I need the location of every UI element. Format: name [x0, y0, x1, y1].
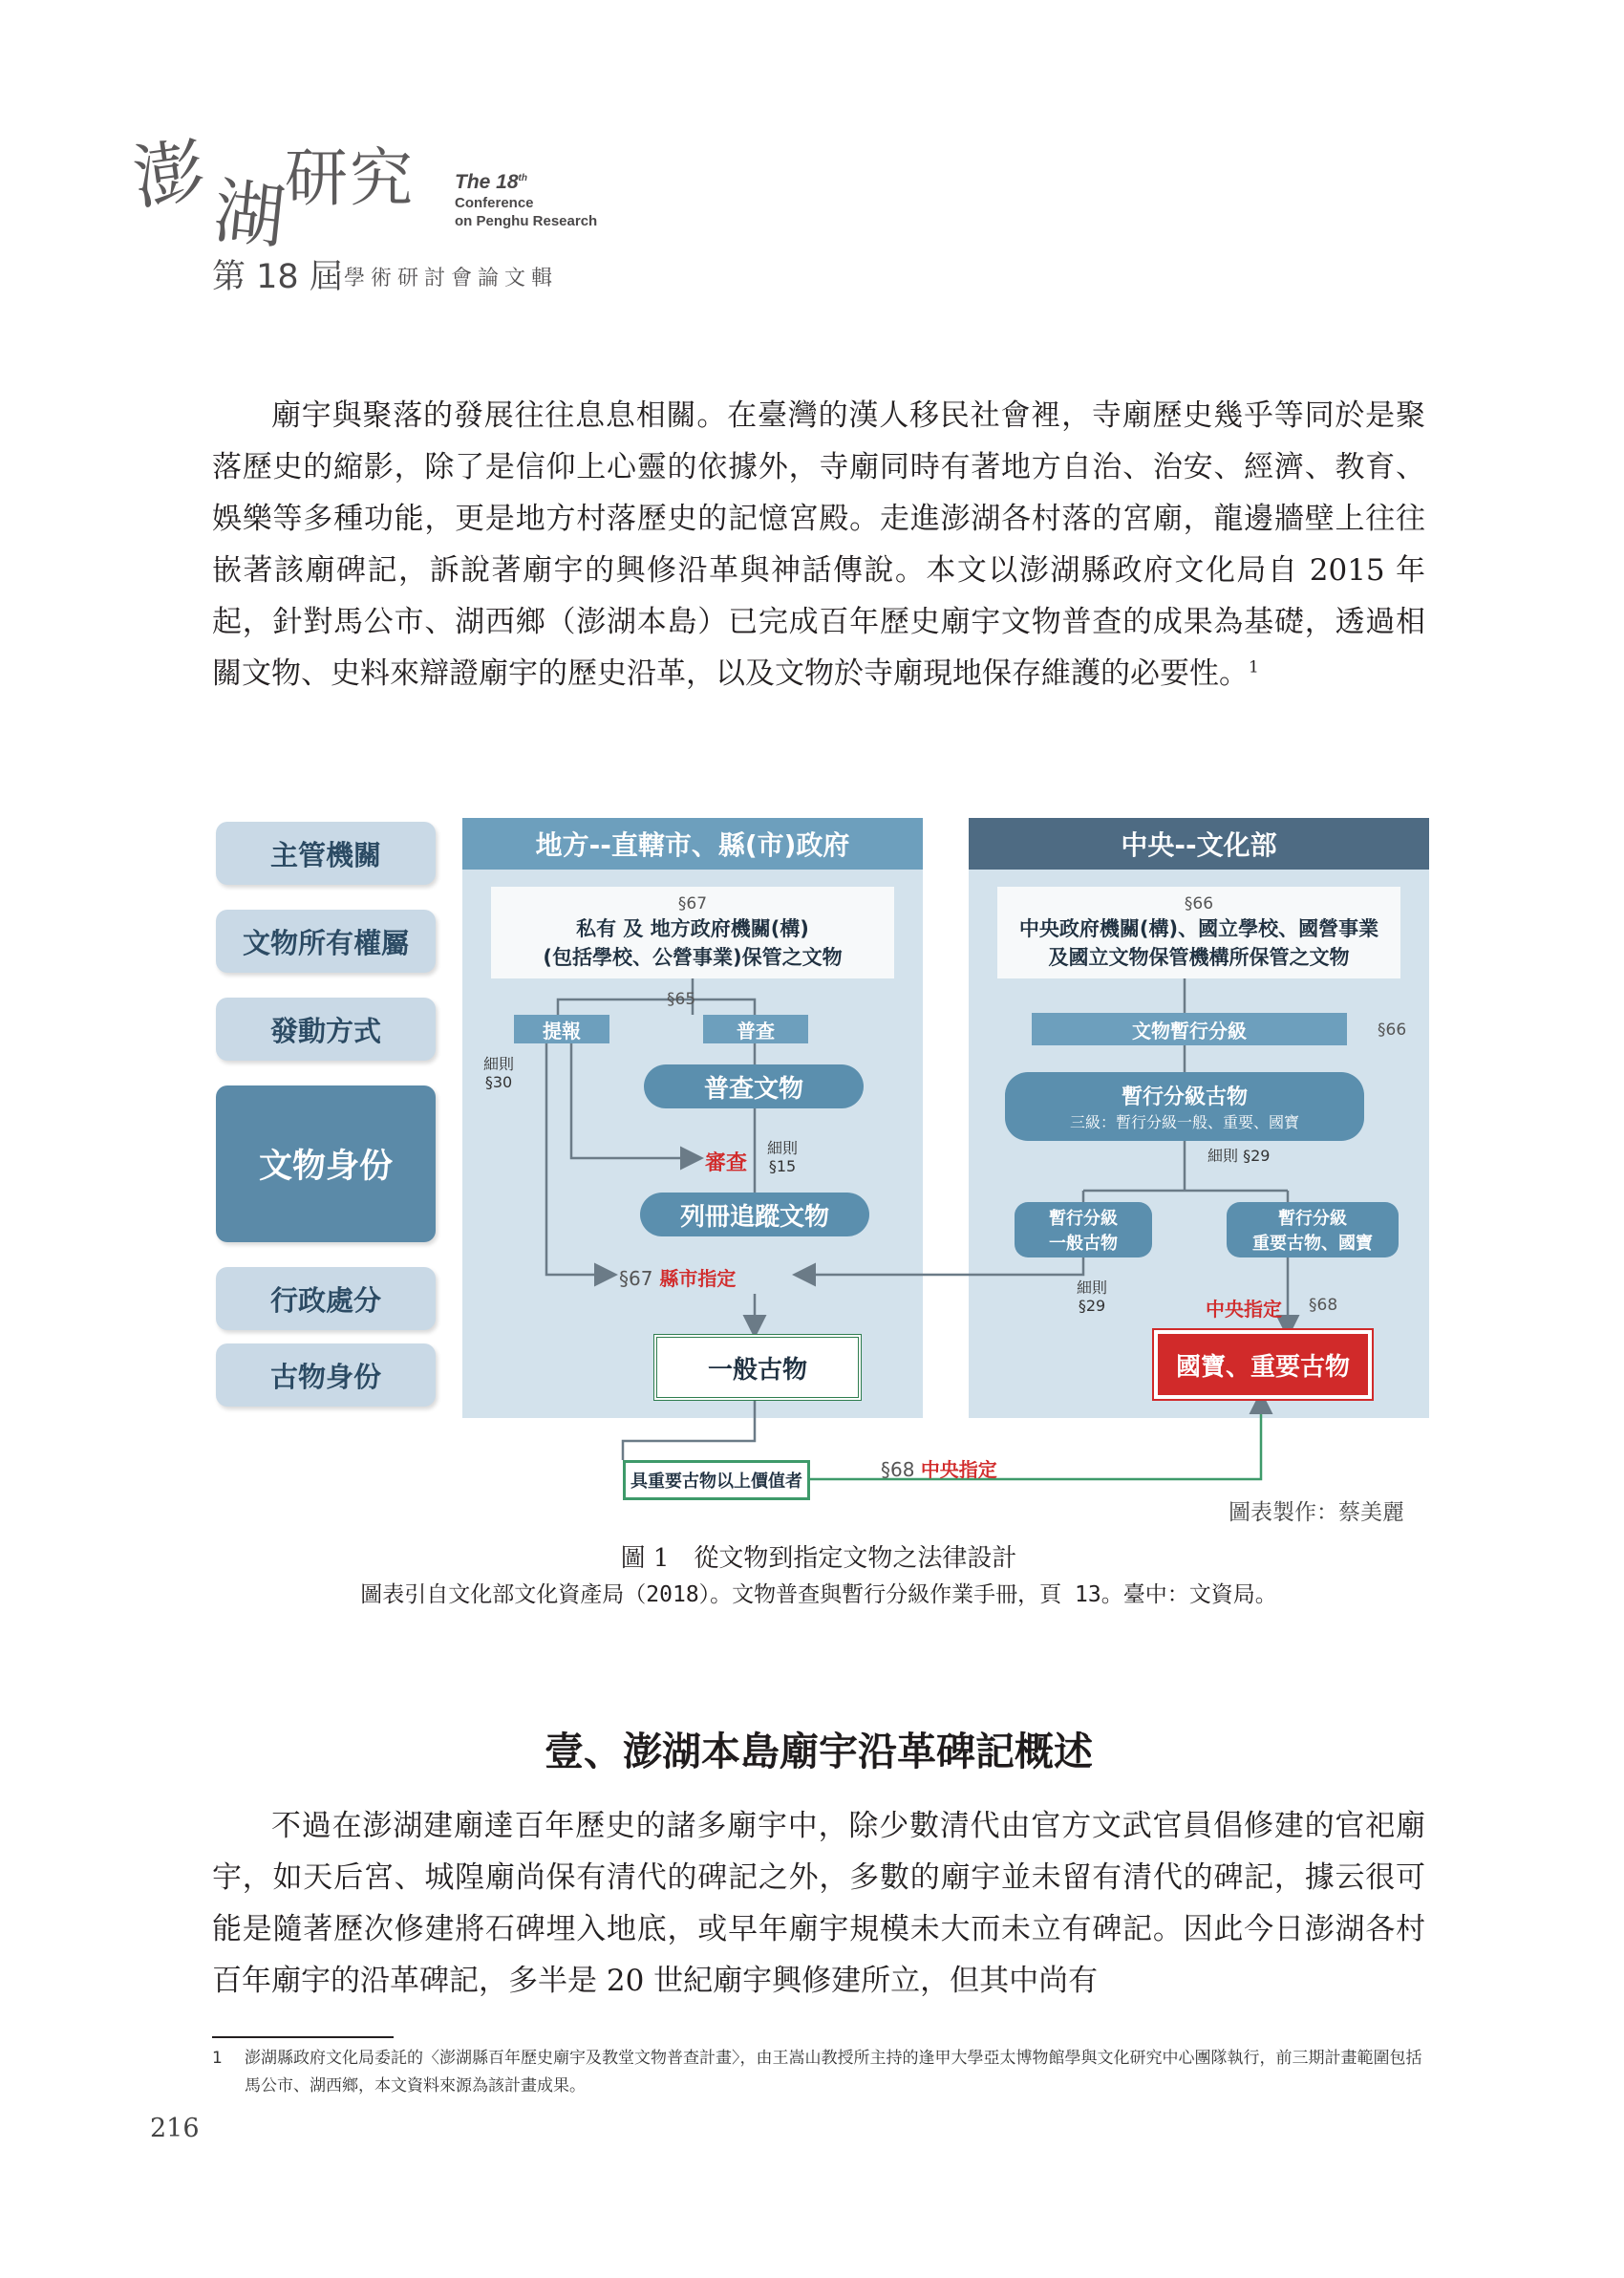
footnote: [212, 2045, 1425, 2100]
survey-box: 普查: [703, 1015, 808, 1043]
section-title: 壹、澎湖本島廟宇沿革碑記概述: [545, 1729, 1093, 1774]
footnote-text: 澎湖縣政府文化局委託的〈澎湖縣百年歷史廟宇及教堂文物普查計畫〉，由王嵩山教授所主持的逢甲大學亞太博物館學與文化研究中心團隊執行，前三期計畫範圍包括馬公市、湖西鄉，本文資料來源為該計畫成果。: [245, 2049, 1422, 2095]
county-designation-label: 縣市指定: [659, 1267, 737, 1290]
intro-text: 廟宇與聚落的發展往往息息相關。在臺灣的漢人移民社會裡，寺廟歷史幾乎等同於是聚落歷史的縮影，除了是信仰上心靈的依據外，寺廟同時有著地方自治、治安、經濟、教育、娛樂等多種功能，更是地方村落歷史的記憶宮殿。走進澎湖各村落的宮廟，龍邊牆壁上往往嵌著該廟碑記，訴說著廟宇的興修沿革與神話傳說。本文以澎湖縣政府文化局自 2015 年起，針對馬公市、湖西鄉（澎湖本島）已完成百年歷史廟宇文物普查的成果為基礎，透過相關文物、史料來辯證廟宇的歷史沿革，以及文物於寺廟現地保存維護的必要性。: [212, 398, 1425, 691]
row-label-antiquity: 古物身份: [216, 1343, 436, 1407]
edition-en-sup: th: [518, 173, 527, 183]
local-owner-line1: 私有 及 地方政府機關(構): [576, 917, 809, 940]
general-antiquity-box: 一般古物: [653, 1334, 862, 1401]
row-label-administrative: 行政處分: [216, 1267, 436, 1330]
footnote-rule: [212, 2036, 394, 2038]
rule15: [759, 1139, 806, 1175]
sec66-side: §66: [1378, 1021, 1407, 1040]
rule29-sec: §29: [1078, 1297, 1106, 1315]
rule15-sec: §15: [768, 1157, 797, 1175]
interim-general-pill: [1015, 1202, 1152, 1257]
row-label-ownership: 文物所有權屬: [216, 910, 436, 973]
higher-value-box: 具重要古物以上價值者: [623, 1460, 810, 1500]
central-owner-line1: 中央政府機關(構)、國立學校、國營事業: [1018, 917, 1379, 940]
edition-chinese: 第 18 屆: [212, 258, 343, 296]
local-owner-sec: §67: [677, 894, 708, 913]
sec68-side: §68: [1309, 1296, 1338, 1315]
edition-en-line2: Conference: [455, 195, 534, 212]
central-designation-bottom: 中央指定: [920, 1458, 997, 1481]
section-text: 不過在澎湖建廟達百年歷史的諸多廟宇中，除少數清代由官方文武官員倡修建的官祀廟宇，如天后宮、城隍廟尚保有清代的碑記之外，多數的廟宇並未留有清代的碑記，據云很可能是隨著歷次修建將石碑埋入地底，或早年廟宇規模未大而未立有碑記。因此今日澎湖各村百年廟宇的沿革碑記，多半是 20 世紀廟宇興修建所立，但其中尚有: [212, 1809, 1425, 1998]
rule30: [470, 1055, 527, 1091]
interim-items-pill: [1005, 1072, 1364, 1141]
rule30-label: 細則: [482, 1055, 514, 1073]
journal-header: [128, 122, 669, 296]
county-sec: §67: [619, 1267, 653, 1290]
figure-credit: 圖表製作：蔡美麗: [1229, 1500, 1404, 1525]
interim-general-2: 一般古物: [1049, 1234, 1118, 1254]
rule29: [1068, 1279, 1116, 1315]
national-treasure-box: 國寶、重要古物: [1158, 1334, 1368, 1395]
local-header: 地方--直轄市、縣(市)政府: [462, 818, 923, 870]
figure-caption-title: 圖 1 從文物到指定文物之法律設計: [620, 1544, 1017, 1573]
central-owner-sec: §66: [1184, 894, 1214, 913]
sec65-label: §65: [667, 990, 696, 1009]
county-designation: [619, 1263, 736, 1291]
row-label-initiation: 發動方式: [216, 998, 436, 1061]
central-designation-label: 中央指定: [1206, 1298, 1282, 1321]
title-char-peng: 澎: [128, 129, 212, 221]
interim-grading-box: 文物暫行分級: [1032, 1013, 1347, 1045]
survey-items-pill: 普查文物: [644, 1064, 864, 1108]
interim-items-sub: 三級：暫行分級一般、重要、國寶: [1069, 1113, 1299, 1131]
bottom-central-designation: [881, 1454, 997, 1482]
footnote-number: 1: [212, 2049, 223, 2068]
edition-en-line3: on Penghu Research: [455, 213, 598, 229]
interim-important-1: 暫行分級: [1278, 1209, 1347, 1229]
diagram-connectors: [212, 818, 1433, 1525]
figure-caption-source: 圖表引自文化部文化資產局（2018）。文物普查與暫行分級作業手冊，頁 13。臺中：文資局。: [360, 1582, 1277, 1607]
section-paragraph: [212, 1800, 1425, 2007]
review-label: 審查: [705, 1151, 748, 1175]
central-owner-line2: 及國立文物保管機構所保管之文物: [1048, 946, 1350, 969]
rule15-label: 細則: [766, 1139, 798, 1157]
legal-design-diagram: [212, 818, 1433, 1525]
rule29-label: 細則: [1076, 1279, 1107, 1297]
interim-items-label: 暫行分級古物: [1121, 1085, 1248, 1109]
rule29-top: 細則 §29: [1207, 1147, 1271, 1165]
row-label-authority: 主管機關: [216, 822, 436, 885]
local-owner-line2: (包括學校、公營事業)保管之文物: [543, 946, 843, 969]
row-label-status: 文物身份: [216, 1085, 436, 1242]
interim-important-pill: [1227, 1202, 1399, 1257]
edition-english: [455, 170, 646, 231]
edition-en-line1: The 18: [455, 171, 519, 193]
interim-general-1: 暫行分級: [1049, 1209, 1118, 1229]
title-char-hu: 湖: [209, 170, 291, 260]
page-number: 216: [150, 2114, 200, 2143]
report-box: 提報: [514, 1015, 609, 1043]
intro-paragraph: [212, 390, 1425, 699]
footnote-ref[interactable]: 1: [1249, 657, 1259, 677]
central-header: 中央--文化部: [969, 818, 1429, 870]
sec68-bottom: §68: [881, 1458, 915, 1481]
interim-important-2: 重要古物、國寶: [1252, 1234, 1373, 1254]
rule30-sec: §30: [484, 1073, 513, 1091]
proceedings-subtitle: 學術研討會論文輯: [344, 267, 559, 290]
tracking-pill: 列冊追蹤文物: [640, 1193, 869, 1236]
title-chars-research: 研究: [285, 141, 415, 215]
